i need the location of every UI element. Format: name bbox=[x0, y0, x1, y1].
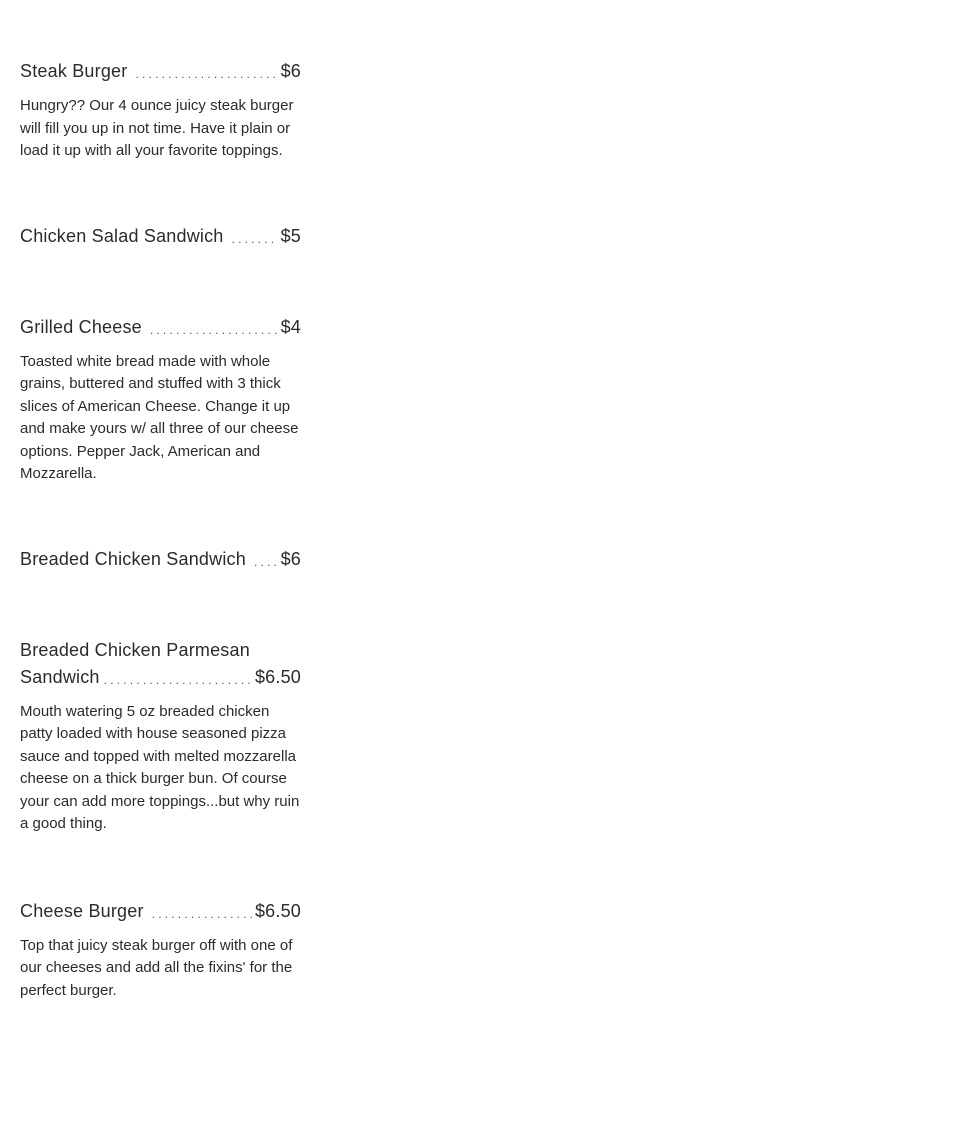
menu-item-price: $4 bbox=[280, 316, 301, 337]
menu-item-price: $5 bbox=[280, 225, 301, 246]
menu-item-title-row bbox=[20, 314, 301, 343]
menu-item-name: Steak Burger bbox=[20, 61, 128, 81]
menu-item-steak-burger bbox=[20, 58, 301, 163]
menu-item-description: Top that juicy steak burger off with one of our cheeses and add all the fixins' for the perfect burger. bbox=[20, 936, 293, 999]
menu-item-price: $6 bbox=[280, 61, 301, 81]
menu-item-description: Toasted white bread made with whole grains, buttered and stuffed with 3 thick slices of American Cheese. Change it up and make yours w/ all three of our cheese options. Pepper Jack, American and Mozzarella. bbox=[20, 352, 299, 482]
menu-item-cheese-burger bbox=[20, 898, 301, 1003]
menu-item-name: Cheese Burger bbox=[20, 900, 144, 921]
menu-item-title-row bbox=[20, 58, 301, 87]
menu-item-name-line2: Sandwich bbox=[20, 666, 100, 687]
menu-item-name: Chicken Salad Sandwich bbox=[20, 225, 224, 246]
menu-item-breaded-chicken-sandwich bbox=[20, 546, 301, 575]
menu-item-breaded-chicken-parmesan-sandwich bbox=[20, 637, 301, 836]
dot-leader bbox=[104, 667, 252, 694]
menu-item-title-row bbox=[20, 664, 301, 693]
menu-item-title-row bbox=[20, 546, 301, 575]
dot-leader bbox=[135, 61, 277, 88]
dot-leader bbox=[150, 317, 278, 344]
menu-item-name-line1: Breaded Chicken Parmesan bbox=[20, 639, 250, 660]
menu-item-description: Hungry?? Our 4 ounce juicy steak burger will fill you up in not time. Have it plain or load it up with all your favorite toppings. bbox=[20, 97, 294, 159]
dot-leader bbox=[152, 901, 252, 928]
menu-item-chicken-salad-sandwich bbox=[20, 223, 301, 252]
menu-item-price: $6.50 bbox=[254, 900, 301, 921]
menu-item-grilled-cheese bbox=[20, 314, 301, 486]
menu-item-title-row bbox=[20, 223, 301, 252]
menu-list bbox=[20, 58, 301, 1002]
dot-leader bbox=[232, 226, 278, 253]
menu-item-description: Mouth watering 5 oz breaded chicken patty loaded with house seasoned pizza sauce and topped with melted mozzarella cheese on a thick burger bun. Of course your can add more toppings...but why ruin a good thing. bbox=[20, 702, 300, 832]
menu-item-name: Grilled Cheese bbox=[20, 316, 142, 337]
menu-item-title-row bbox=[20, 898, 301, 927]
menu-item-price: $6 bbox=[280, 548, 301, 569]
menu-item-price: $6.50 bbox=[254, 666, 301, 687]
menu-item-name: Breaded Chicken Sandwich bbox=[20, 548, 246, 569]
dot-leader bbox=[254, 549, 278, 576]
